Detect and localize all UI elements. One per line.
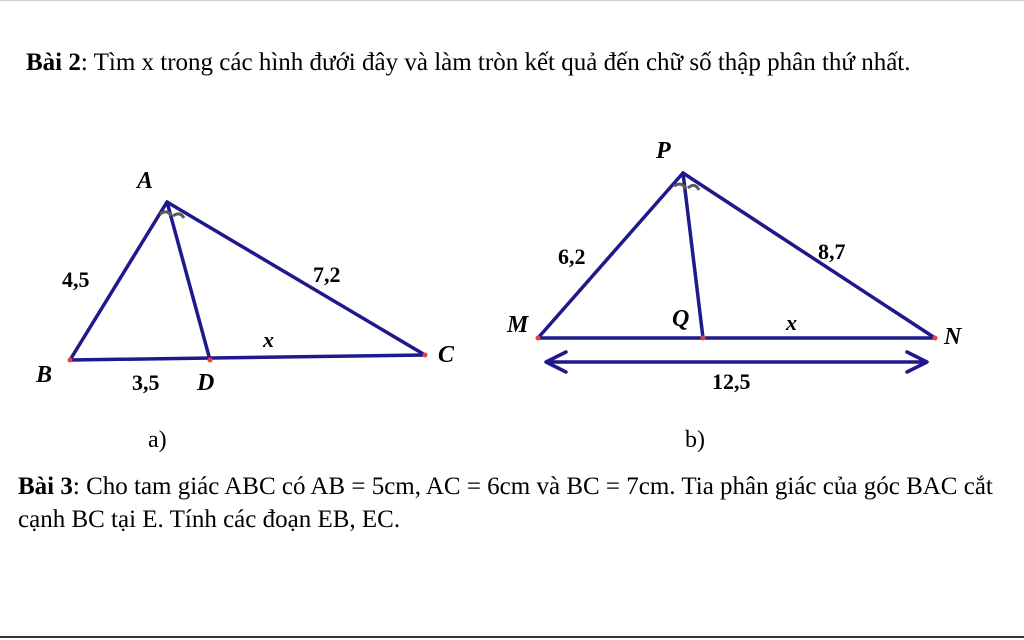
figure-a (35, 168, 455, 453)
point-c-dot (423, 353, 428, 358)
segment-dc-x: x (263, 327, 274, 352)
point-n-dot (933, 336, 938, 341)
exercise-2-label: Bài 2 (26, 49, 81, 76)
point-m-dot (536, 336, 541, 341)
vertex-m-label: M (507, 312, 529, 338)
side-pm-length: 6,2 (558, 244, 586, 269)
vertex-a-label: A (137, 168, 154, 194)
bottom-rule (0, 636, 1024, 638)
angle-mark-a1 (160, 212, 171, 216)
side-ab-length: 4,5 (62, 267, 90, 292)
figure-b (506, 138, 963, 453)
angle-mark-p1 (674, 184, 686, 189)
exercise-3-label: Bài 3 (18, 473, 73, 500)
segment-qn-x: x (786, 310, 797, 335)
figure-b-caption: b) (685, 427, 705, 453)
exercise-3-body: : Cho tam giác ABC có AB = 5cm, AC = 6cm và BC = 7cm. Tia phân giác của góc BAC cắt cạnh BC tại E. Tính các đoạn EB, EC. (18, 473, 993, 533)
point-d-dot (208, 358, 213, 363)
segment-mn-length: 12,5 (712, 369, 751, 394)
vertex-p-label: P (656, 138, 671, 164)
vertex-n-label: N (944, 324, 962, 350)
side-ac-length: 7,2 (313, 262, 341, 287)
exercise-2-body: : Tìm x trong các hình đưới đây và làm tròn kết quả đến chữ số thập phân thứ nhất. (80, 49, 911, 76)
vertex-d-label: D (197, 370, 215, 396)
segment-bc (70, 355, 425, 360)
vertex-b-label: B (36, 362, 53, 388)
vertex-q-label: Q (672, 306, 690, 332)
angle-mark-a2 (173, 214, 184, 218)
triangle-abc-sides (70, 202, 425, 360)
triangle-pmn-sides (538, 173, 935, 338)
vertex-c-label: C (438, 342, 455, 368)
side-pn-length: 8,7 (818, 239, 846, 264)
segment-bd-length: 3,5 (132, 370, 160, 395)
exercise-3-text (18, 470, 1008, 536)
angle-mark-p2 (688, 185, 699, 190)
figure-a-caption: a) (148, 427, 167, 453)
point-b-dot (68, 358, 73, 363)
point-q-dot (701, 336, 706, 341)
